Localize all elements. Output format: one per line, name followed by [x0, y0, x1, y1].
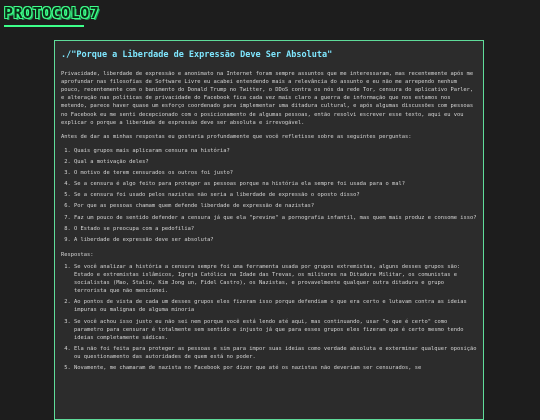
question-item: 4. Se a censura é algo feito para proteger as pessoas porque na história ela sempre foi usada para o mal? [74, 180, 478, 188]
question-item: 3. O motivo de terem censurados os outros foi justo? [74, 169, 478, 177]
post-intro: Privacidade, liberdade de expressão e anonimato na Internet foram sempre assuntos que me interessaram, mas recentemente após me aprofundar nas filosofias de Software Livre eu acabei entendendo mais a relevância do assunto e eu não me arrependo nenhum pouco, recentemente com o banimento do Donald Trump no Twitter, o DDoS contra os nós da rede Tor, censura do aplicativo Parler, e alteração nas políticas de privacidade do Facebook fica cada vez mais claro a guerra de informação que nos estamos nos metendo, parece haver quase um esforço coordenado para implementar uma ditadura cultural, e após algumas discussões com pessoas no Facebook eu me senti decepcionado com o posicionamento de algumas pessoas, então resolvi escrever esse texto, aqui eu vou explicar o porque a liberdade de expressão deve ser absoluta e irrevogável. [61, 71, 474, 126]
question-item: 7. Faz um pouco de sentido defender a censura já que ela "previne" a pornografia infantil, mas quem mais produz e consome isso? [74, 214, 478, 222]
questions-list [61, 147, 478, 244]
questions-intro: Antes de dar as minhas respostas eu gostaria profundamente que você refletisse sobre as seguintes perguntas: [61, 133, 412, 140]
site-logo[interactable]: PROTOCOLO7 [4, 4, 100, 22]
answer-item: 3. Se você achou isso justo eu não sei nem porque você está lendo até aqui, mas continuando, usar "o que é certo" como parametro para censurar é totalmente sem sentido e injusto já que para esses grupos eles fizeram que é certo mesmo tendo ideias completamente sádicas. [74, 318, 478, 342]
answer-item: 2. Ao pontos de vista de cada um desses grupos eles fizeram isso porque defendiam o que era certo e lutavam contra as ideias impuras ou malignas de alguma minoria [74, 298, 478, 314]
question-item: 1. Quais grupos mais aplicaram censura na história? [74, 147, 478, 155]
answer-item: 5. Novamente, me chamaram de nazista no Facebook por dizer que até os nazistas não deveriam ser censurados, se [74, 364, 478, 372]
answer-item: 1. Se você analizar a história a censura sempre foi uma ferramenta usada por grupos extremistas, alguns desses grupos são: Estado e extremistas islâmicos, Igreja Católica na Idade das Trevas, os militares na Ditadura Militar, os comunistas e socialistas (Mao, Stalin, Kim Jong un, Fidel Castro), os Nazistas, e provavelmente qualquer outra ditadura e grupo terrorista que não mencionei. [74, 263, 478, 295]
question-item: 2. Qual a motivação deles? [74, 158, 478, 166]
answer-item: 4. Ela não foi feita para proteger as pessoas e sim para impor suas ideias como verdade absoluta e exterminar qualquer oposição ou questionamento das autoridades de quem está no poder. [74, 345, 478, 361]
question-item: 9. A liberdade de expressão deve ser absoluta? [74, 236, 478, 244]
question-item: 8. O Estado se preocupa com a pedofilia? [74, 225, 478, 233]
answers-label: Respostas: [61, 251, 94, 258]
answers-list [61, 263, 478, 372]
post-title: ./"Porque a Liberdade de Expressão Deve Ser Absoluta" [61, 50, 333, 60]
question-item: 5. Se a censura foi usado pelos nazistas não seria a liberdade de expressão o oposto disso? [74, 191, 478, 199]
question-item: 6. Por que as pessoas chamam quem defende liberdade de expressão de nazistas? [74, 202, 478, 210]
post-container [54, 40, 484, 420]
logo-underline [4, 25, 84, 27]
